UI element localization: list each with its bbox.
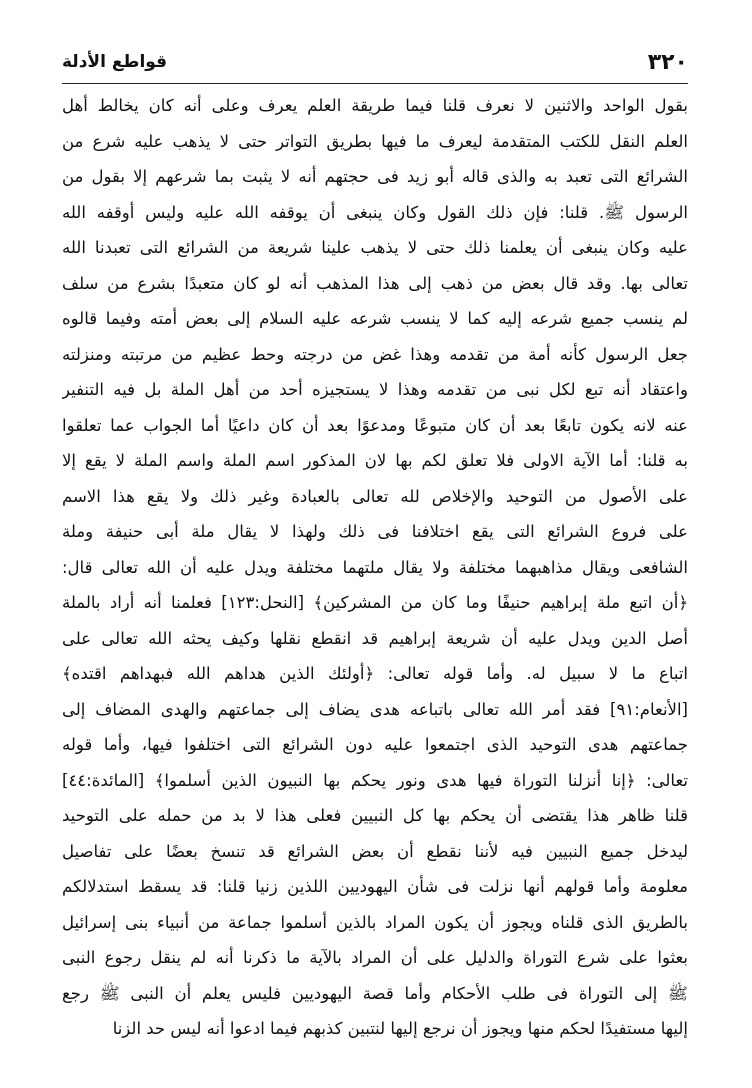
text-line: العلم النقل للكتب المتقدمة ليعرف ما فيها بطريق التواتر حتى لا يذهب عليه شرع من [62,131,688,151]
text-line: الرسول ﷺ. قلنا: فإن ذلك القول وكان ينبغى أن يوقفه الله عليه وليس أوقفه الله [62,202,688,222]
text-line: تعالى بها. وقد قال بعض من ذهب إلى هذا المذهب أنه لو كان متعبدًا بشرع من سلف [62,273,688,293]
text-line: عنه لانه يكون تابعًا بعد أن كان متبوعًا ومدعوًا بعد أن كان داعيًا أما الجواب عما تعلقوا [62,415,688,435]
page-number: ٣٢٠ [647,50,688,75]
text-line: جماعتهم هدى التوحيد الذى اجتمعوا عليه دون الشرائع التى اختلفوا فيها، وأما قوله [62,735,688,754]
body-text [62,88,688,1047]
text-line: على الأصول من التوحيد والإخلاص لله تعالى بالعبادة وغير ذلك ولا يقع هذا الاسم [62,486,688,506]
text-line: إليها مستفيدًا لحكم منها ويجوز أن نرجع إليها لنتبين كذبهم فيما ادعوا أنه ليس حد الزنا [112,1019,688,1038]
text-line: [الأنعام:٩١] فقد أمر الله تعالى باتباعه هدى يضاف إلى جماعتهم والهدى المضاف إلى [62,699,688,719]
text-line: اتباع ما لا سبيل له. وأما قوله تعالى: ﴿أولئك الذين هداهم الله فبهداهم اقتده﴾ [62,664,688,683]
text-line: أصل الدين ويدل عليه أن شريعة إبراهيم قد انقطع نقلها وكيف يحثه الله تعالى على [62,628,688,648]
text-line: ليدخل جميع النبيين فيه لأننا نقطع أن بعض الشرائع قد تنسخ بعضًا على تفاصيل [62,841,688,861]
text-line: بالطريق الذى قلناه ويجوز أن يكون المراد بالذين أسلموا جماعة من أنبياء بنى إسرائيل [62,912,688,932]
text-line: ﴿أن اتبع ملة إبراهيم حنيفًا وما كان من المشركين﴾ [النحل:١٢٣] فعلمنا أنه أراد بالملة [62,593,688,612]
text-line: ﷺ إلى التوراة فى طلب الأحكام وأما قصة اليهوديين فليس يعلم أن النبى ﷺ رجع [62,983,688,1003]
text-line: بقول الواحد والاثنين لا نعرف قلنا فيما طريقة العلم يعرف وعلى أنه كان يخالط أهل [62,96,688,115]
text-line: لم ينسب جميع شرعه إليه كما لا ينسب شرعه عليه السلام إلى بعض أمته وفيما قالوه [62,309,688,328]
text-line: عليه وكان ينبغى أن يعلمنا ذلك حتى لا يذهب علينا شريعة من الشرائع التى تعبدنا الله [62,238,688,257]
text-line: معلومة وأما قولهم أنها نزلت فى شأن اليهوديين اللذين زنيا قلنا: قد يسقط استدلالكم [62,877,688,896]
header-divider [62,83,688,84]
text-line: جعل الرسول كأنه أمة من تقدمه وهذا غض من درجته وحط عظيم من مرتبته ومنزلته [62,344,688,364]
text-line: به قلنا: أما الآية الاولى فلا تعلق لكم بها لان المذكور اسم الملة واسم الملة لا يقع إلا [62,451,688,470]
running-title: قواطع الأدلة [62,52,168,72]
text-line: على فروع الشرائع التى يقع اختلافنا فى ذلك ولهذا لا يقال ملة أبى حنيفة وملة [62,522,688,541]
text-line: الشرائع التى تعبد به والذى قاله أبو زيد فى حجتهم أنه لا يثبت بما شرعهم إلا بقول من [62,167,688,186]
text-line: واعتقاد أنه تبع لكل نبى من تقدمه وهذا لا يستجيزه أحد من أهل الملة بل فيه التنفير [62,380,688,399]
text-line: بعثوا على شرع التوراة والدليل على أن المراد بالآية ما ذكرنا أنه لم ينقل رجوع النبى [62,948,688,967]
page-header [62,40,688,84]
text-line: قلنا ظاهر هذا يقتضى أن يحكم بها كل النبيين فعلى هذا لا بد من حمله على التوحيد [62,806,688,825]
text-line: تعالى: ﴿إنا أنزلنا التوراة فيها هدى ونور يحكم بها النبيون الذين أسلموا﴾ [المائدة:٤٤] [62,770,688,790]
text-line: الشافعى ويقال مذاهبهما مختلفة ولا يقال ملتهما مختلفة ويدل عليه أن الله تعالى قال: [62,557,688,577]
